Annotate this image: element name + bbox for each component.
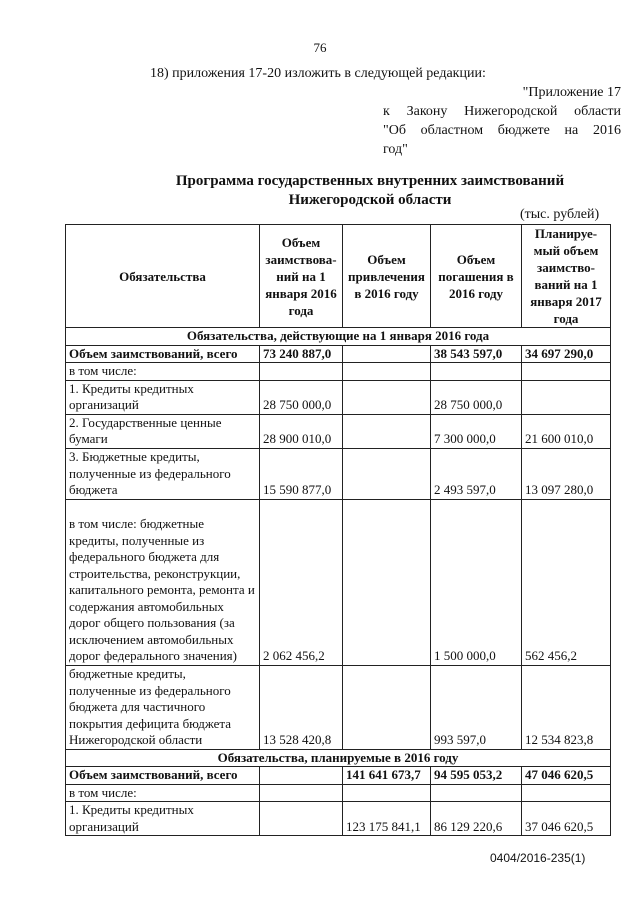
cell-debt-start: 13 528 420,8 — [260, 665, 343, 749]
row-label: в том числе: бюджетные кредиты, полученные из федерального бюджета для строительства, реконструкции, капитального ремонта, ремонта и содержания автомобильных дорог общего пользования (за исключением автомобильных дорог федерального значения) — [66, 499, 260, 665]
appendix-line-1: "Приложение 17 — [522, 85, 621, 100]
document-code: 0404/2016-235(1) — [490, 851, 586, 865]
cell-debt-end: 562 456,2 — [522, 499, 611, 665]
section-title: Обязательства, действующие на 1 января 2016 года — [66, 328, 611, 346]
appendix-line-4: год" — [383, 142, 408, 157]
cell-attraction — [343, 499, 431, 665]
cell-debt-end: 34 697 290,0 — [522, 345, 611, 363]
cell-debt-start — [260, 363, 343, 381]
row-label: бюджетные кредиты, полученные из федерального бюджета для частичного покрытия дефицита бюджета Нижегородской области — [66, 665, 260, 749]
page-title — [60, 172, 640, 210]
cell-debt-end: 13 097 280,0 — [522, 448, 611, 499]
header-obligations: Обязательства — [66, 225, 260, 328]
intro-text: 18) приложения 17-20 изложить в следующей редакции: — [150, 66, 486, 81]
cell-repayment: 38 543 597,0 — [431, 345, 522, 363]
table-row — [66, 363, 611, 381]
cell-repayment — [431, 363, 522, 381]
cell-attraction: 141 641 673,7 — [343, 767, 431, 785]
cell-repayment: 1 500 000,0 — [431, 499, 522, 665]
cell-debt-end: 21 600 010,0 — [522, 414, 611, 448]
cell-debt-start: 28 900 010,0 — [260, 414, 343, 448]
header-debt-end: Планируе-мый объем заимство-ваний на 1 января 2017 года — [522, 225, 611, 328]
cell-repayment: 7 300 000,0 — [431, 414, 522, 448]
section-row — [66, 749, 611, 767]
row-label: Объем заимствований, всего — [66, 345, 260, 363]
page-number: 76 — [313, 40, 327, 55]
cell-debt-start — [260, 767, 343, 785]
cell-debt-end: 47 046 620,5 — [522, 767, 611, 785]
cell-attraction — [343, 363, 431, 381]
table-header-row — [66, 225, 611, 328]
cell-repayment: 28 750 000,0 — [431, 380, 522, 414]
cell-attraction — [343, 665, 431, 749]
cell-debt-start: 73 240 887,0 — [260, 345, 343, 363]
appendix-line-2: к Закону Нижегородской области — [383, 104, 621, 119]
cell-debt-end: 12 534 823,8 — [522, 665, 611, 749]
cell-attraction — [343, 448, 431, 499]
cell-attraction — [343, 380, 431, 414]
cell-attraction: 123 175 841,1 — [343, 802, 431, 836]
cell-repayment: 94 595 053,2 — [431, 767, 522, 785]
cell-repayment: 2 493 597,0 — [431, 448, 522, 499]
cell-attraction — [343, 414, 431, 448]
borrowing-table — [65, 224, 611, 836]
header-debt-start: Объем заимствова-ний на 1 января 2016 года — [260, 225, 343, 328]
cell-debt-end — [522, 784, 611, 802]
table-row — [66, 767, 611, 785]
cell-debt-end: 37 046 620,5 — [522, 802, 611, 836]
section-title: Обязательства, планируемые в 2016 году — [66, 749, 611, 767]
unit-label: (тыс. рублей) — [520, 207, 600, 222]
table-row — [66, 345, 611, 363]
header-repayment: Объем погашения в 2016 году — [431, 225, 522, 328]
title-line-2: Нижегородской области — [288, 192, 452, 208]
cell-attraction — [343, 345, 431, 363]
cell-repayment: 993 597,0 — [431, 665, 522, 749]
cell-debt-start — [260, 784, 343, 802]
row-label: в том числе: — [66, 363, 260, 381]
table-row — [66, 802, 611, 836]
row-label: 3. Бюджетные кредиты, полученные из федерального бюджета — [66, 448, 260, 499]
table-row — [66, 414, 611, 448]
cell-attraction — [343, 784, 431, 802]
section-row — [66, 328, 611, 346]
cell-debt-start: 15 590 877,0 — [260, 448, 343, 499]
appendix-line-3: "Об областном бюджете на 2016 — [383, 123, 621, 138]
row-label: в том числе: — [66, 784, 260, 802]
cell-debt-start: 28 750 000,0 — [260, 380, 343, 414]
title-line-1: Программа государственных внутренних заимствований — [175, 173, 565, 189]
cell-debt-start: 2 062 456,2 — [260, 499, 343, 665]
cell-repayment — [431, 784, 522, 802]
cell-repayment: 86 129 220,6 — [431, 802, 522, 836]
table-row — [66, 380, 611, 414]
table-row — [66, 499, 611, 665]
header-attraction: Объем привлечения в 2016 году — [343, 225, 431, 328]
row-label: 1. Кредиты кредитных организаций — [66, 380, 260, 414]
table-row — [66, 448, 611, 499]
row-label: Объем заимствований, всего — [66, 767, 260, 785]
row-label: 1. Кредиты кредитных организаций — [66, 802, 260, 836]
table-row — [66, 665, 611, 749]
appendix-reference — [383, 83, 621, 159]
cell-debt-end — [522, 380, 611, 414]
cell-debt-start — [260, 802, 343, 836]
row-label: 2. Государственные ценные бумаги — [66, 414, 260, 448]
table-row — [66, 784, 611, 802]
cell-debt-end — [522, 363, 611, 381]
